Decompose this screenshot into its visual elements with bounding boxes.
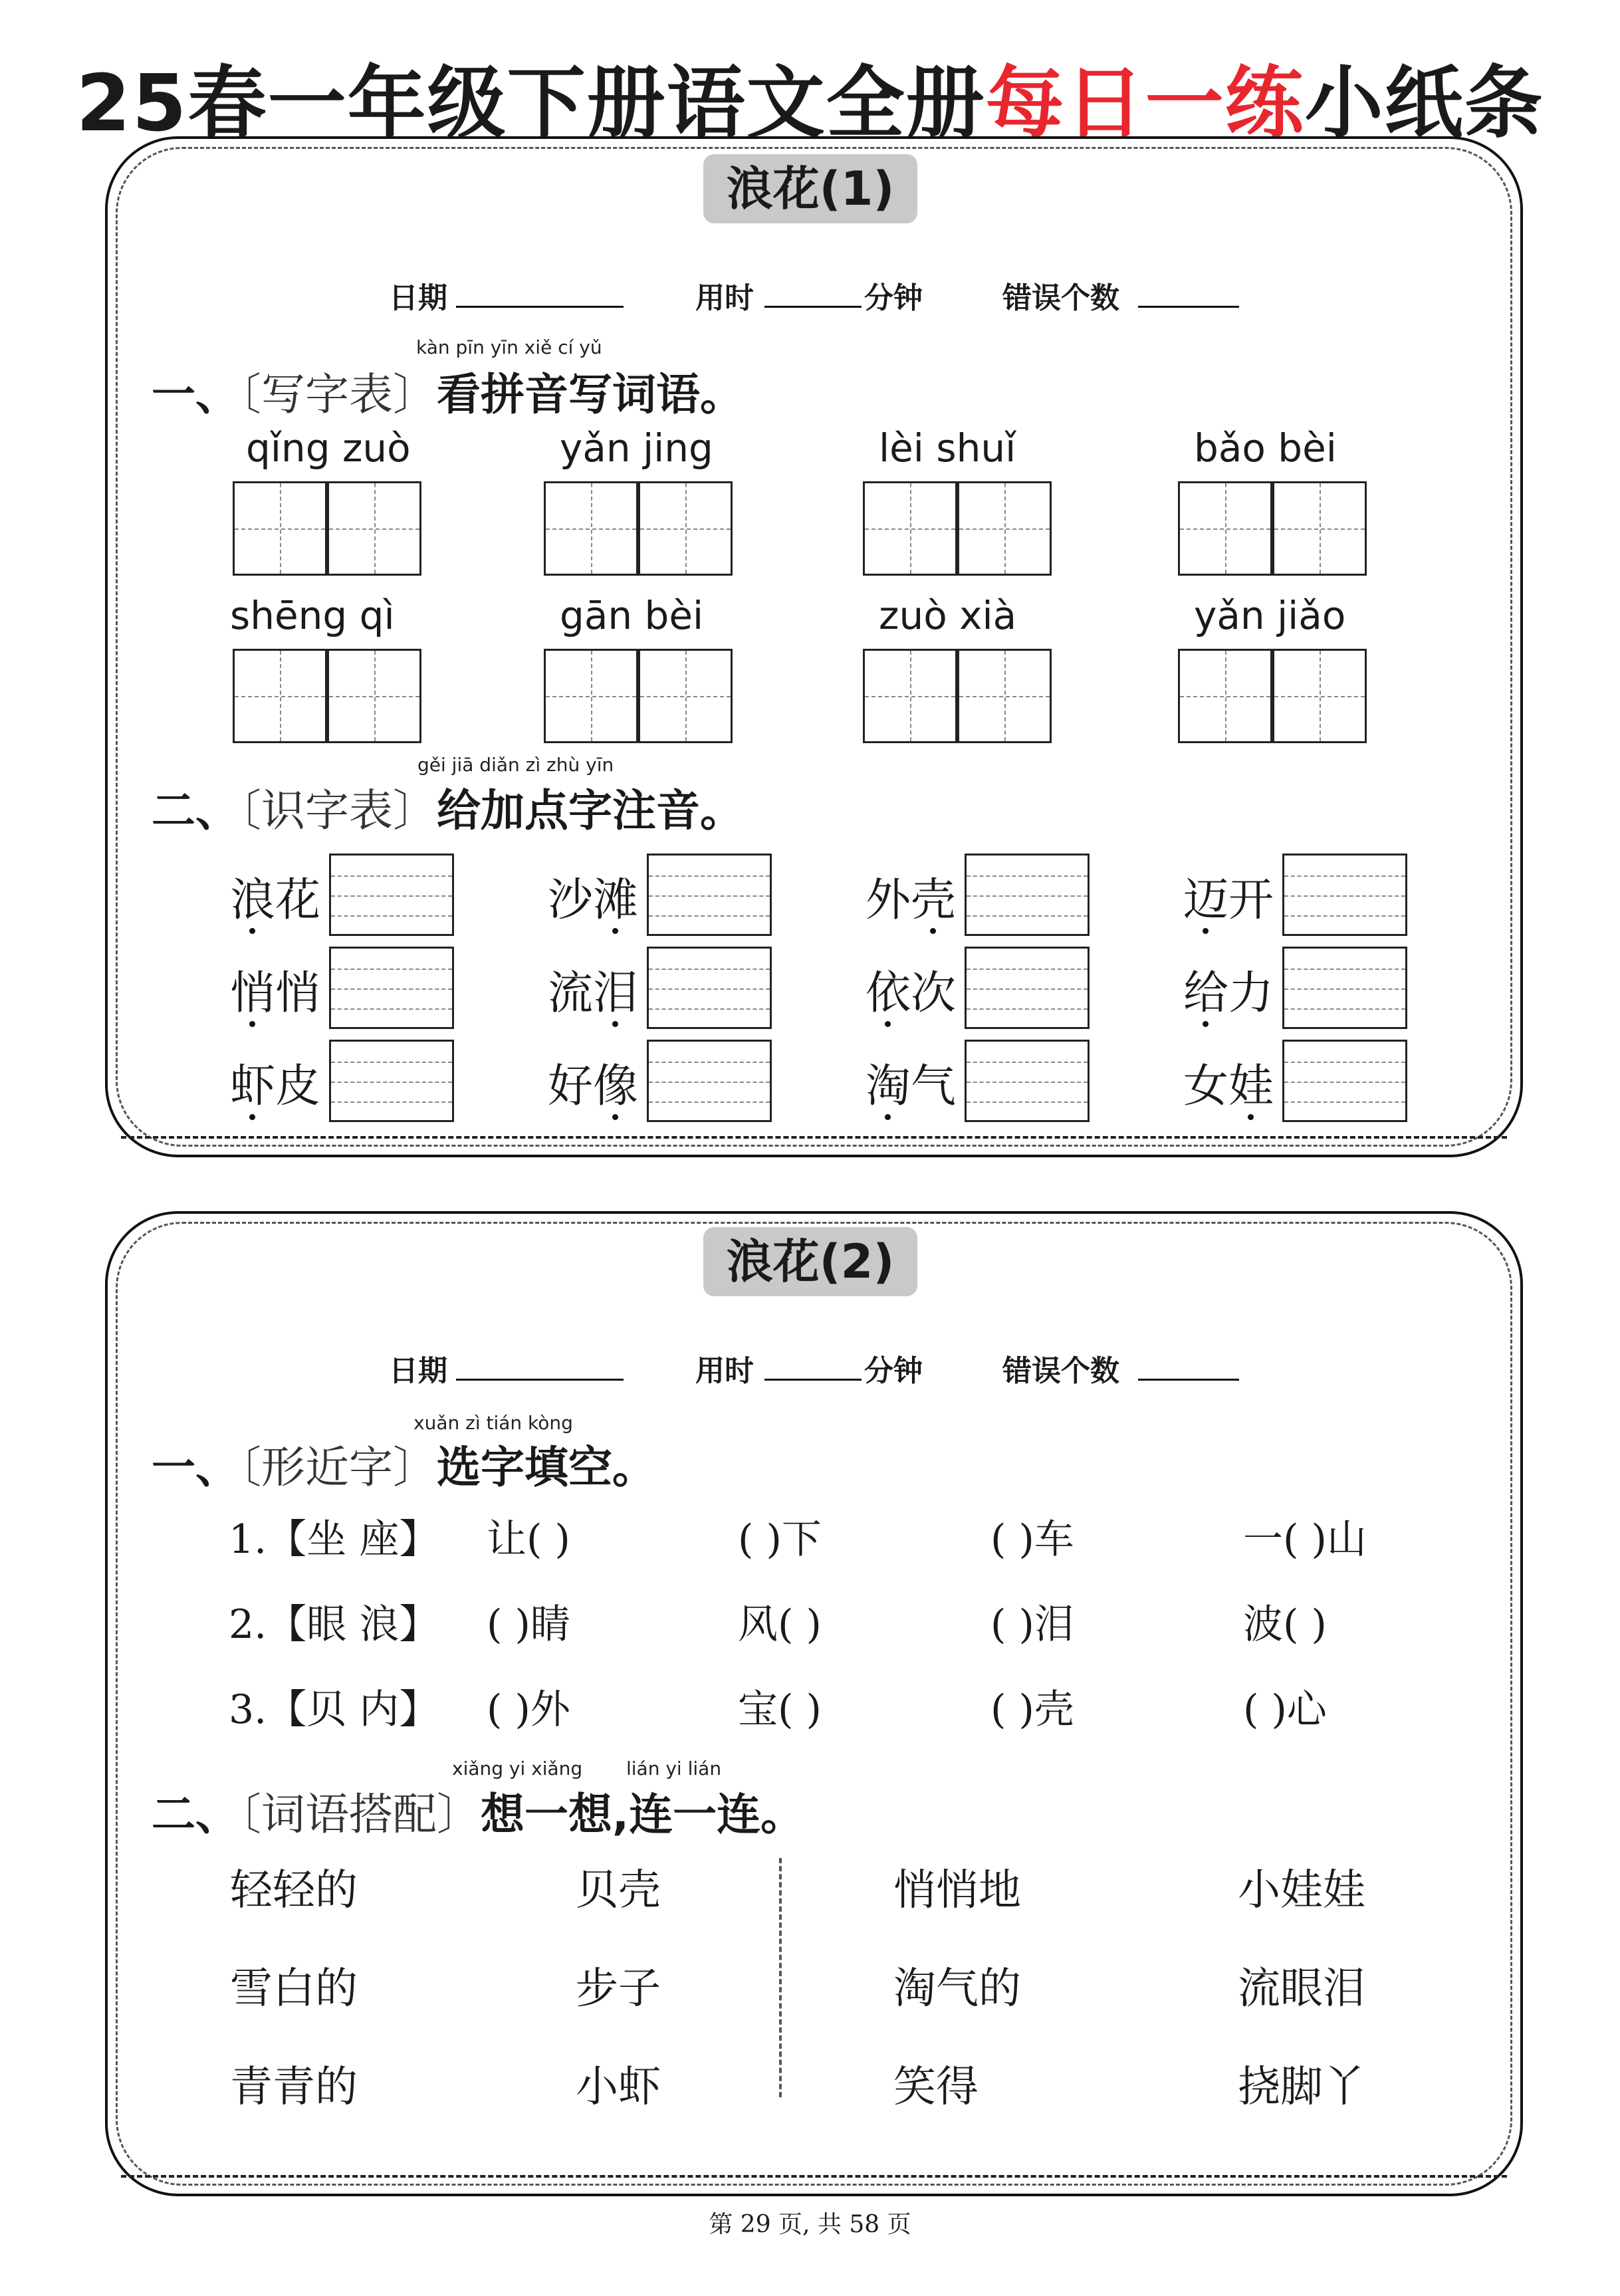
target-word: 女娃: [1183, 1060, 1274, 1113]
answer-box[interactable]: [1282, 1040, 1407, 1122]
fill-row-label: 2.【眼 浪】: [229, 1601, 439, 1648]
writing-grid-cell[interactable]: [233, 481, 327, 576]
writing-grid-cell[interactable]: [1178, 649, 1272, 743]
writing-grid-cell[interactable]: [638, 481, 733, 576]
emphasis-dot: [885, 1114, 891, 1120]
target-word: 流泪: [548, 967, 639, 1020]
fill-item[interactable]: ( )车: [990, 1516, 1074, 1563]
title-part-1: 25春一年级下册语文全册: [76, 57, 986, 149]
date-field[interactable]: [456, 1379, 624, 1381]
page-number: 第 29 页, 共 58 页: [709, 2211, 911, 2238]
card-1-tab: 浪花(1): [703, 154, 917, 223]
pinyin-prompt: zuò xià: [879, 593, 1017, 638]
writing-grid-cell[interactable]: [863, 649, 957, 743]
writing-grid-cell[interactable]: [327, 481, 421, 576]
target-word: 迈开: [1183, 874, 1274, 927]
answer-box[interactable]: [965, 854, 1090, 936]
answer-box[interactable]: [647, 854, 772, 936]
fill-item[interactable]: 波( ): [1243, 1601, 1327, 1648]
target-word: 虾皮: [230, 1060, 321, 1113]
question-tag: 〔识字表〕: [239, 785, 437, 836]
writing-grid-cell[interactable]: [327, 649, 421, 743]
pinyin-prompt: lèi shuǐ: [879, 425, 1016, 471]
fill-item[interactable]: 让( ): [487, 1516, 570, 1563]
fill-item[interactable]: 宝( ): [738, 1686, 822, 1733]
errors-field[interactable]: [1138, 306, 1239, 308]
card-2-tab: 浪花(2): [703, 1227, 917, 1296]
match-word[interactable]: 步子: [576, 1964, 661, 2013]
target-word: 外壳: [866, 874, 957, 927]
writing-grid-cell[interactable]: [233, 649, 327, 743]
pinyin-prompt: gān bèi: [560, 593, 704, 638]
question-number: 二、: [152, 785, 239, 836]
errors-label: 错误个数: [1002, 281, 1119, 315]
question-ruby: lián yi lián: [626, 1758, 722, 1779]
writing-grid-cell[interactable]: [1178, 481, 1272, 576]
target-word: 沙滩: [548, 874, 639, 927]
match-word[interactable]: 轻轻的: [230, 1866, 358, 1915]
question-tag: 〔词语搭配〕: [239, 1789, 481, 1840]
errors-field[interactable]: [1138, 1379, 1239, 1381]
match-word[interactable]: 雪白的: [230, 1964, 358, 2013]
fill-item[interactable]: ( )泪: [990, 1601, 1074, 1648]
emphasis-dot: [249, 1021, 255, 1027]
emphasis-dot: [1203, 1021, 1209, 1027]
pinyin-prompt: qǐng zuò: [246, 425, 411, 471]
emphasis-dot: [1248, 1114, 1254, 1120]
emphasis-dot: [1203, 928, 1209, 934]
emphasis-dot: [612, 1021, 618, 1027]
emphasis-dot: [249, 928, 255, 934]
question-text: 给加点字注音。: [437, 785, 744, 836]
match-word[interactable]: 小虾: [576, 2063, 661, 2112]
time-label: 用时: [695, 1354, 754, 1388]
question-tag: 〔写字表〕: [239, 369, 437, 420]
question-1-heading: [152, 359, 744, 422]
answer-box[interactable]: [329, 854, 454, 936]
match-word[interactable]: 青青的: [230, 2063, 358, 2112]
target-word: 给力: [1183, 967, 1274, 1020]
question-text: 选字填空。: [437, 1442, 656, 1493]
pinyin-prompt: shēng qì: [230, 593, 395, 638]
answer-box[interactable]: [329, 947, 454, 1029]
writing-grid-cell[interactable]: [638, 649, 733, 743]
emphasis-dot: [885, 1021, 891, 1027]
fill-item[interactable]: ( )下: [738, 1516, 822, 1563]
question-1-heading: [152, 1432, 656, 1495]
writing-grid-cell[interactable]: [544, 649, 638, 743]
pinyin-prompt: bǎo bèi: [1194, 425, 1337, 471]
emphasis-dot: [612, 1114, 618, 1120]
errors-label: 错误个数: [1002, 1354, 1119, 1388]
match-word[interactable]: 笑得: [893, 2063, 979, 2112]
card-bottom-dashed-line: [121, 1136, 1507, 1139]
writing-grid-cell[interactable]: [957, 649, 1052, 743]
time-unit: 分钟: [864, 281, 923, 315]
time-label: 用时: [695, 281, 754, 315]
pinyin-prompt: yǎn jing: [560, 425, 713, 471]
answer-box[interactable]: [647, 1040, 772, 1122]
question-ruby: xiǎng yi xiǎng: [452, 1758, 583, 1779]
match-word[interactable]: 悄悄地: [893, 1866, 1021, 1915]
match-word[interactable]: 淘气的: [893, 1964, 1021, 2013]
date-label: 日期: [389, 281, 447, 315]
card-bottom-dashed-line: [121, 2175, 1507, 2178]
target-word: 浪花: [230, 874, 321, 927]
emphasis-dot: [930, 928, 936, 934]
emphasis-dot: [612, 928, 618, 934]
question-number: 一、: [152, 369, 239, 420]
question-ruby: kàn pīn yīn xiě cí yǔ: [416, 336, 602, 358]
match-word[interactable]: 贝壳: [576, 1866, 661, 1915]
title-part-3: 小纸条: [1304, 57, 1544, 149]
question-tag: 〔形近字〕: [239, 1442, 437, 1493]
time-field[interactable]: [764, 1379, 862, 1381]
writing-grid-cell[interactable]: [1272, 649, 1367, 743]
fill-item[interactable]: 一( )山: [1243, 1516, 1367, 1563]
target-word: 悄悄: [230, 967, 321, 1020]
question-number: 二、: [152, 1789, 239, 1840]
answer-box[interactable]: [647, 947, 772, 1029]
pinyin-prompt: yǎn jiǎo: [1194, 593, 1346, 638]
time-unit: 分钟: [864, 1354, 923, 1388]
answer-box[interactable]: [329, 1040, 454, 1122]
fill-item[interactable]: 风( ): [738, 1601, 822, 1648]
fill-item[interactable]: ( )外: [487, 1686, 570, 1733]
fill-item[interactable]: ( )睛: [487, 1601, 570, 1648]
target-word: 淘气: [866, 1060, 957, 1113]
answer-box[interactable]: [965, 947, 1090, 1029]
question-ruby: xuǎn zì tián kòng: [413, 1412, 573, 1434]
question-number: 一、: [152, 1442, 239, 1493]
question-2-heading: [152, 1779, 804, 1842]
writing-grid-cell[interactable]: [1272, 481, 1367, 576]
target-word: 好像: [548, 1060, 639, 1113]
fill-item[interactable]: ( )壳: [990, 1686, 1074, 1733]
date-label: 日期: [389, 1354, 447, 1388]
question-text: 看拼音写词语。: [437, 369, 744, 420]
title-highlight: 每日一练: [985, 57, 1305, 149]
writing-grid-cell[interactable]: [863, 481, 957, 576]
fill-row-label: 1.【坐 座】: [229, 1516, 439, 1563]
match-divider: [779, 1858, 782, 2097]
match-word[interactable]: 流眼泪: [1238, 1964, 1365, 2013]
fill-item[interactable]: ( )心: [1243, 1686, 1327, 1733]
emphasis-dot: [249, 1114, 255, 1120]
answer-box[interactable]: [1282, 854, 1407, 936]
answer-box[interactable]: [1282, 947, 1407, 1029]
fill-row-label: 3.【贝 内】: [229, 1686, 439, 1733]
question-ruby: gěi jiā diǎn zì zhù yīn: [417, 754, 614, 776]
question-text: 想一想,连一连。: [481, 1789, 805, 1840]
question-2-heading: [152, 775, 744, 838]
time-field[interactable]: [764, 306, 862, 308]
target-word: 依次: [866, 967, 957, 1020]
writing-grid-cell[interactable]: [957, 481, 1052, 576]
match-word[interactable]: 挠脚丫: [1238, 2063, 1365, 2112]
date-field[interactable]: [456, 306, 624, 308]
match-word[interactable]: 小娃娃: [1238, 1866, 1365, 1915]
writing-grid-cell[interactable]: [544, 481, 638, 576]
answer-box[interactable]: [965, 1040, 1090, 1122]
